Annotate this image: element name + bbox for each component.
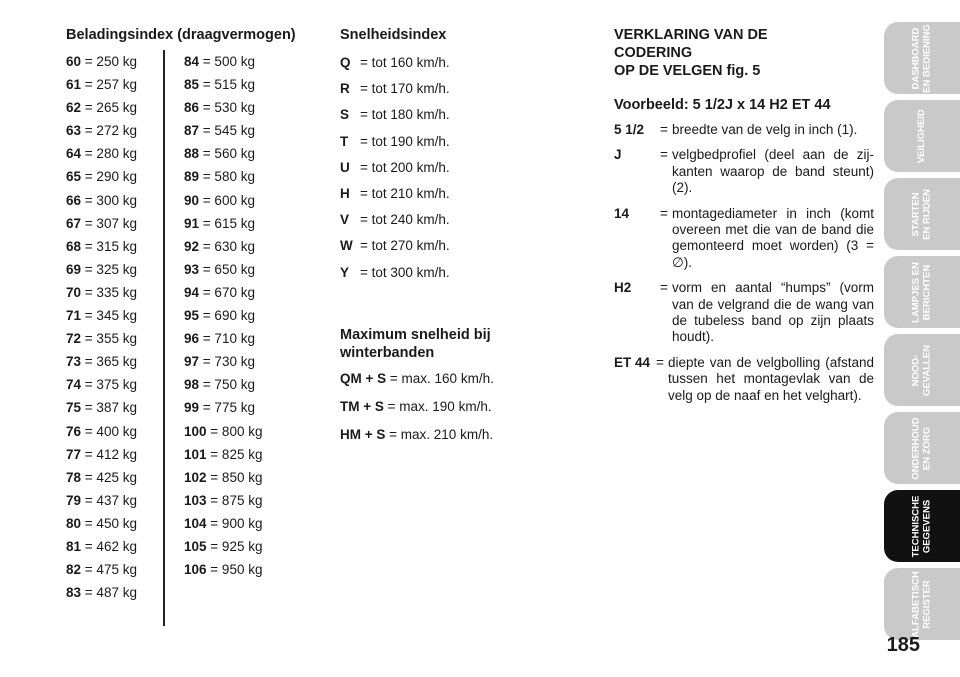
load-index-value: = 900 kg bbox=[210, 515, 263, 531]
load-index-row bbox=[184, 212, 262, 235]
load-index-row bbox=[66, 558, 137, 581]
winter-code: TM + S bbox=[340, 398, 384, 414]
tab-lampjes-en-berichten[interactable] bbox=[884, 256, 960, 328]
load-index-value: = 800 kg bbox=[210, 423, 263, 439]
load-index-row bbox=[184, 396, 262, 419]
load-index-row bbox=[66, 73, 137, 96]
load-index-code: 65 bbox=[66, 169, 82, 185]
tab-label: DASHBOARD EN BEDIENING bbox=[910, 23, 932, 93]
tab-dashboard-en-bediening[interactable] bbox=[884, 22, 960, 94]
speed-index-value: = tot 180 km/h. bbox=[360, 107, 450, 123]
speed-index-value: = tot 210 km/h. bbox=[360, 185, 450, 201]
tab-label: NOOD- GEVALLEN bbox=[910, 344, 932, 396]
load-index-row bbox=[184, 466, 262, 489]
tab-label: ONDERHOUD EN ZORG bbox=[910, 416, 932, 480]
load-index-value: = 600 kg bbox=[202, 192, 255, 208]
load-index-row bbox=[184, 119, 262, 142]
load-index-row bbox=[184, 235, 262, 258]
speed-index-value: = tot 190 km/h. bbox=[360, 133, 450, 149]
load-index-row bbox=[184, 304, 262, 327]
tab-starten-en-rijden[interactable] bbox=[884, 178, 960, 250]
speed-index-row bbox=[340, 260, 540, 286]
rim-definition-row bbox=[614, 206, 874, 272]
load-index-row bbox=[184, 373, 262, 396]
load-index-code: 95 bbox=[184, 308, 200, 324]
load-index-value: = 462 kg bbox=[84, 538, 137, 554]
load-index-value: = 650 kg bbox=[202, 261, 255, 277]
load-index-code: 68 bbox=[66, 238, 82, 254]
load-index-row bbox=[66, 189, 137, 212]
winter-code: HM + S bbox=[340, 427, 386, 443]
tab-technische-gegevens[interactable] bbox=[884, 490, 960, 562]
rim-definition-term: H2 bbox=[614, 280, 632, 296]
load-index-row bbox=[66, 50, 137, 73]
load-index-code: 88 bbox=[184, 146, 200, 162]
winter-row bbox=[340, 366, 540, 392]
rim-definition-term: 14 bbox=[614, 205, 630, 221]
load-index-value: = 307 kg bbox=[84, 215, 137, 231]
load-index-code: 62 bbox=[66, 100, 82, 116]
load-index-value: = 387 kg bbox=[84, 400, 137, 416]
speed-index-row bbox=[340, 50, 540, 76]
load-index-code: 91 bbox=[184, 215, 200, 231]
rim-coding-title bbox=[614, 26, 874, 80]
load-index-row bbox=[66, 373, 137, 396]
load-index-value: = 290 kg bbox=[84, 169, 137, 185]
tab-veiligheid[interactable] bbox=[884, 100, 960, 172]
speed-index-value: = tot 240 km/h. bbox=[360, 212, 450, 228]
rim-example: Voorbeeld: 5 1/2J x 14 H2 ET 44 bbox=[614, 97, 831, 113]
load-index-row bbox=[66, 512, 137, 535]
speed-index-value: = tot 170 km/h. bbox=[360, 81, 450, 97]
load-index-section bbox=[66, 26, 316, 601]
tab-label: ALFABETISCH REGISTER bbox=[910, 570, 932, 638]
load-index-code: 106 bbox=[184, 562, 207, 578]
tab-alfabetisch-register[interactable] bbox=[884, 568, 960, 640]
rim-definition-term: J bbox=[614, 147, 622, 163]
load-index-value: = 400 kg bbox=[84, 423, 137, 439]
load-index-code: 96 bbox=[184, 331, 200, 347]
load-index-value: = 925 kg bbox=[210, 538, 263, 554]
load-index-code: 76 bbox=[66, 423, 82, 439]
load-index-right-column bbox=[184, 50, 262, 581]
load-index-value: = 345 kg bbox=[84, 308, 137, 324]
load-index-row bbox=[184, 73, 262, 96]
load-index-code: 98 bbox=[184, 377, 200, 393]
winter-title-line2: winterbanden bbox=[340, 344, 435, 361]
load-index-value: = 750 kg bbox=[202, 377, 255, 393]
load-index-value: = 355 kg bbox=[84, 331, 137, 347]
load-index-code: 73 bbox=[66, 354, 82, 370]
speed-index-code: V bbox=[340, 212, 350, 228]
load-index-value: = 530 kg bbox=[202, 100, 255, 116]
tab-label: LAMPJES EN BERICHTEN bbox=[910, 261, 932, 323]
load-index-row bbox=[184, 350, 262, 373]
load-index-value: = 257 kg bbox=[84, 77, 137, 93]
load-index-code: 71 bbox=[66, 308, 82, 324]
load-index-left-column bbox=[66, 50, 137, 604]
rim-definition-equals: = bbox=[660, 205, 668, 221]
tab-label: STARTEN EN RIJDEN bbox=[910, 188, 932, 240]
load-index-code: 103 bbox=[184, 492, 207, 508]
load-index-row bbox=[184, 142, 262, 165]
load-index-value: = 335 kg bbox=[84, 284, 137, 300]
load-index-row bbox=[66, 96, 137, 119]
rim-definition-row bbox=[614, 147, 874, 196]
winter-value: = max. 210 km/h. bbox=[389, 427, 494, 443]
load-index-value: = 690 kg bbox=[202, 308, 255, 324]
load-index-value: = 280 kg bbox=[84, 146, 137, 162]
winter-code: QM + S bbox=[340, 370, 387, 386]
load-index-code: 92 bbox=[184, 238, 200, 254]
load-index-value: = 950 kg bbox=[210, 562, 263, 578]
load-index-code: 94 bbox=[184, 284, 200, 300]
load-index-value: = 450 kg bbox=[84, 515, 137, 531]
load-index-value: = 437 kg bbox=[84, 492, 137, 508]
load-index-code: 104 bbox=[184, 515, 207, 531]
speed-index-value: = tot 300 km/h. bbox=[360, 264, 450, 280]
load-index-value: = 325 kg bbox=[84, 261, 137, 277]
rim-definition-term: 5 1/2 bbox=[614, 122, 645, 137]
load-index-row bbox=[66, 119, 137, 142]
load-index-value: = 265 kg bbox=[84, 100, 137, 116]
load-index-code: 81 bbox=[66, 538, 82, 554]
load-index-value: = 500 kg bbox=[202, 54, 255, 69]
load-index-row bbox=[66, 443, 137, 466]
load-index-value: = 730 kg bbox=[202, 354, 255, 370]
load-index-row bbox=[66, 258, 137, 281]
load-index-row bbox=[184, 420, 262, 443]
load-index-row bbox=[66, 489, 137, 512]
load-index-row bbox=[66, 235, 137, 258]
load-index-value: = 315 kg bbox=[84, 238, 137, 254]
load-index-code: 67 bbox=[66, 215, 82, 231]
load-index-value: = 850 kg bbox=[210, 469, 263, 485]
tab-nood-gevallen[interactable] bbox=[884, 334, 960, 406]
load-index-row bbox=[66, 396, 137, 419]
load-index-value: = 630 kg bbox=[202, 238, 255, 254]
rim-title-line3: OP DE VELGEN fig. 5 bbox=[614, 63, 761, 79]
load-index-code: 93 bbox=[184, 261, 200, 277]
load-index-row bbox=[184, 535, 262, 558]
speed-index-row bbox=[340, 233, 540, 259]
winter-list bbox=[340, 366, 540, 449]
load-index-code: 105 bbox=[184, 538, 207, 554]
load-index-code: 72 bbox=[66, 331, 82, 347]
speed-index-row bbox=[340, 102, 540, 128]
load-index-code: 77 bbox=[66, 446, 82, 462]
speed-index-list bbox=[340, 50, 540, 286]
load-index-code: 70 bbox=[66, 284, 82, 300]
load-index-row bbox=[66, 281, 137, 304]
load-index-row bbox=[66, 581, 137, 604]
winter-title-line1: Maximum snelheid bij bbox=[340, 326, 491, 343]
load-index-row bbox=[184, 558, 262, 581]
load-index-divider bbox=[163, 50, 165, 626]
load-index-code: 101 bbox=[184, 446, 207, 462]
load-index-value: = 375 kg bbox=[84, 377, 137, 393]
rim-definition-row bbox=[614, 355, 874, 404]
rim-definition-equals: = bbox=[656, 354, 664, 370]
load-index-value: = 670 kg bbox=[202, 284, 255, 300]
load-index-code: 99 bbox=[184, 400, 200, 416]
load-index-row bbox=[184, 281, 262, 304]
load-index-row bbox=[66, 304, 137, 327]
speed-index-title: Snelheidsindex bbox=[340, 27, 447, 43]
load-index-row bbox=[66, 142, 137, 165]
speed-index-value: = tot 160 km/h. bbox=[360, 55, 450, 70]
load-index-code: 63 bbox=[66, 123, 82, 139]
load-index-row bbox=[184, 327, 262, 350]
load-index-row bbox=[184, 489, 262, 512]
load-index-code: 75 bbox=[66, 400, 82, 416]
load-index-value: = 425 kg bbox=[84, 469, 137, 485]
load-index-row bbox=[184, 189, 262, 212]
rim-definition-equals: = bbox=[660, 147, 668, 163]
rim-definition-row bbox=[614, 122, 874, 138]
load-index-value: = 250 kg bbox=[84, 54, 137, 69]
speed-index-value: = tot 200 km/h. bbox=[360, 159, 450, 175]
load-index-code: 69 bbox=[66, 261, 82, 277]
load-index-row bbox=[66, 535, 137, 558]
speed-index-code: Y bbox=[340, 264, 350, 280]
speed-index-code: H bbox=[340, 185, 350, 201]
speed-index-code: S bbox=[340, 107, 350, 123]
speed-index-row bbox=[340, 129, 540, 155]
load-index-value: = 580 kg bbox=[202, 169, 255, 185]
speed-index-row bbox=[340, 76, 540, 102]
rim-definition-equals: = bbox=[660, 280, 668, 296]
load-index-code: 66 bbox=[66, 192, 82, 208]
speed-index-value: = tot 270 km/h. bbox=[360, 238, 450, 254]
rim-definition-term: ET 44 bbox=[614, 354, 651, 370]
load-index-code: 102 bbox=[184, 469, 207, 485]
load-index-value: = 775 kg bbox=[202, 400, 255, 416]
load-index-row bbox=[184, 512, 262, 535]
load-index-row bbox=[184, 443, 262, 466]
load-index-value: = 487 kg bbox=[84, 585, 137, 601]
load-index-code: 84 bbox=[184, 54, 200, 69]
load-index-code: 80 bbox=[66, 515, 82, 531]
load-index-row bbox=[66, 165, 137, 188]
tab-onderhoud-en-zorg[interactable] bbox=[884, 412, 960, 484]
rim-definition-row bbox=[614, 280, 874, 346]
load-index-code: 60 bbox=[66, 54, 82, 69]
load-index-code: 89 bbox=[184, 169, 200, 185]
speed-index-code: Q bbox=[340, 55, 351, 70]
rim-definition-desc: vorm en aantal “humps” (vorm van de velgrand die de wang van de tubeless band op zijn plaats houdt). bbox=[672, 280, 874, 345]
winter-value: = max. 190 km/h. bbox=[387, 398, 492, 414]
speed-index-code: T bbox=[340, 133, 349, 149]
winter-title bbox=[340, 326, 540, 362]
load-index-code: 85 bbox=[184, 77, 200, 93]
load-index-row bbox=[184, 50, 262, 73]
load-index-row bbox=[66, 327, 137, 350]
load-index-value: = 475 kg bbox=[84, 562, 137, 578]
load-index-code: 87 bbox=[184, 123, 200, 139]
rim-title-line1: VERKLARING VAN DE bbox=[614, 27, 768, 43]
rim-definitions bbox=[614, 122, 874, 404]
load-index-row bbox=[66, 420, 137, 443]
speed-index-section bbox=[340, 26, 540, 448]
speed-index-row bbox=[340, 155, 540, 181]
rim-definition-equals: = bbox=[660, 122, 668, 137]
load-index-code: 100 bbox=[184, 423, 207, 439]
load-index-code: 78 bbox=[66, 469, 82, 485]
page-number: 185 bbox=[886, 634, 920, 656]
load-index-row bbox=[66, 212, 137, 235]
load-index-value: = 560 kg bbox=[202, 146, 255, 162]
tab-label: TECHNISCHE GEGEVENS bbox=[910, 495, 932, 557]
rim-definition-desc: breedte van de velg in inch (1). bbox=[672, 122, 858, 137]
load-index-value: = 545 kg bbox=[202, 123, 255, 139]
load-index-code: 74 bbox=[66, 377, 82, 393]
load-index-code: 97 bbox=[184, 354, 200, 370]
rim-definition-desc: velgbedprofiel (deel aan de zij-kanten waarop de band steunt) (2). bbox=[672, 147, 874, 196]
load-index-code: 90 bbox=[184, 192, 200, 208]
speed-index-code: W bbox=[340, 238, 353, 254]
load-index-value: = 272 kg bbox=[84, 123, 137, 139]
load-index-value: = 300 kg bbox=[84, 192, 137, 208]
tab-label: VEILIGHEID bbox=[915, 109, 927, 163]
load-index-value: = 825 kg bbox=[210, 446, 263, 462]
speed-index-row bbox=[340, 207, 540, 233]
rim-title-line2: CODERING bbox=[614, 45, 693, 61]
load-index-title: Beladingsindex (draagvermogen) bbox=[66, 27, 296, 43]
load-index-code: 79 bbox=[66, 492, 82, 508]
load-index-code: 64 bbox=[66, 146, 82, 162]
load-index-row bbox=[66, 466, 137, 489]
load-index-value: = 412 kg bbox=[84, 446, 137, 462]
load-index-row bbox=[66, 350, 137, 373]
load-index-value: = 515 kg bbox=[202, 77, 255, 93]
load-index-code: 82 bbox=[66, 562, 82, 578]
load-index-value: = 710 kg bbox=[202, 331, 255, 347]
winter-row bbox=[340, 422, 540, 448]
speed-index-code: U bbox=[340, 159, 350, 175]
load-index-row bbox=[184, 165, 262, 188]
load-index-code: 61 bbox=[66, 77, 82, 93]
load-index-code: 86 bbox=[184, 100, 200, 116]
rim-definition-desc: montagediameter in inch (komt overeen met die van de band die gemonteerd moet worden) (3 = ∅). bbox=[672, 205, 874, 270]
chapter-tabs bbox=[884, 22, 960, 646]
speed-index-row bbox=[340, 181, 540, 207]
load-index-code: 83 bbox=[66, 585, 82, 601]
speed-index-code: R bbox=[340, 81, 350, 97]
load-index-value: = 875 kg bbox=[210, 492, 263, 508]
load-index-row bbox=[184, 258, 262, 281]
load-index-value: = 365 kg bbox=[84, 354, 137, 370]
winter-row bbox=[340, 394, 540, 420]
rim-definition-desc: diepte van de velgbolling (afstand tussen het montagevlak van de velg op de naaf en het velghart). bbox=[668, 354, 874, 403]
winter-value: = max. 160 km/h. bbox=[389, 370, 494, 386]
load-index-value: = 615 kg bbox=[202, 215, 255, 231]
load-index-row bbox=[184, 96, 262, 119]
rim-coding-section bbox=[614, 26, 874, 404]
